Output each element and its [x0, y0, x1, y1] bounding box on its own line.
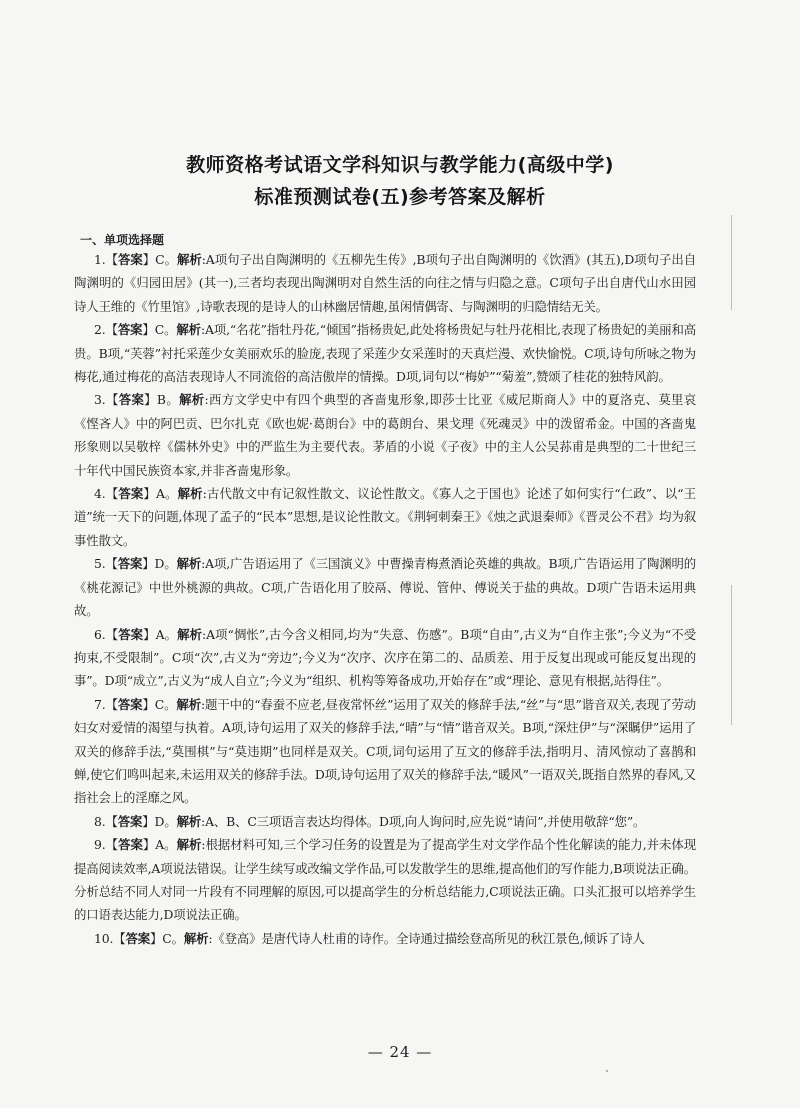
answer-letter: D — [154, 556, 165, 572]
section-heading: 一、单项选择题 — [80, 233, 165, 247]
document-title-line1: 教师资格考试语文学科知识与教学能力(高级中学) — [186, 154, 614, 176]
analysis-text: A项,“名花”指牡丹花,“倾国”指杨贵妃,此处将杨贵妃与牡丹花相比,表现了杨贵妃的美丽和高贵。B项,“芙蓉”衬托采莲少女美丽欢乐的脸庞,表现了采莲少女采莲时的天真烂漫、欢快愉悦。C项,诗句所咏之物为梅花,通过梅花的高洁表现诗人不同流俗的高洁傲岸的情操。D项,词句以“梅妒”“菊羞”,赞颂了桂花的独特风韵。 — [74, 322, 696, 385]
item-number: 8. — [94, 813, 106, 829]
analysis-label: 解析 — [177, 626, 203, 642]
answer-label: 答案 — [117, 696, 143, 712]
scan-speck — [606, 1070, 608, 1072]
analysis-text: A、B、C三项语言表达均得体。D项,向人询问时,应先说“请问”,并使用敬辞“您”。 — [205, 813, 646, 829]
answer-item: 7.【答案】C。解析:题干中的“春蚕不应老,昼夜常怀丝”运用了双关的修辞手法,“丝”与“思”谐音双关,表现了劳动妇女对爱情的渴望与执着。A项,诗句运用了双关的修辞手法,“晴”与“情”谐音双关。B项,“深炷伊”与“深瞩伊”运用了双关的修辞手法,“莫围棋”与“莫违期”也同样是双关。C项,词句运用了互文的修辞手法,指明月、清风惊动了喜鹊和蝉,使它们鸣叫起来,未运用双关的修辞手法。D项,诗句运用了双关的修辞手法,“暖风”一语双关,既指自然界的春风,又指社会上的淫靡之风。 — [74, 696, 697, 806]
answer-letter: C — [154, 696, 165, 712]
item-number: 3. — [94, 392, 106, 408]
answer-label: 答案 — [117, 556, 143, 572]
answer-item: 8.【答案】D。解析:A、B、C三项语言表达均得体。D项,向人询问时,应先说“请问”,并使用敬辞“您”。 — [94, 813, 646, 829]
analysis-label: 解析 — [176, 322, 201, 338]
answer-letter: C — [162, 930, 172, 946]
item-number: 4. — [94, 486, 106, 502]
analysis-text: A项“惆怅”,古今含义相同,均为“失意、伤感”。B项“自由”,古义为“自作主张”;今义为“不受拘束,不受限制”。C项“次”,古义为“旁边”;今义为“次序、次序在第二的、品质差、用于反复出现或可能反复出现的事”。D项“成立”,古义为“成人自立”;今义为“组织、机构等筹备成功,开始存在”或“理论、意见有根据,站得住”。 — [74, 626, 696, 689]
analysis-text: A项,广告语运用了《三国演义》中曹操青梅煮酒论英雄的典故。B项,广告语运用了陶渊明的《桃花源记》中世外桃源的典故。C项,广告语化用了胶鬲、傅说、管仲、傅说关于盐的典故。D项广告语未运用典故。 — [74, 556, 696, 619]
item-number: 10. — [94, 930, 114, 946]
answer-letter: C — [155, 252, 165, 267]
item-number: 9. — [94, 837, 106, 853]
analysis-text: 根据材料可知,三个学习任务的设置是为了提高学生对文学作品个性化解读的能力,并未体现提高阅读效率,A项说法错误。让学生续写或改编文学作品,可以发散学生的思维,提高他们的写作能力,B项说法正确。分析总结不同人对同一片段有不同理解的原因,可以提高学生的分析总结能力,C项说法正确。口头汇报可以培养学生的口语表达能力,D项说法正确。 — [74, 837, 697, 923]
answer-letter: C — [154, 322, 165, 338]
analysis-text: 《登高》是唐代诗人杜甫的诗作。全诗通过描绘登高所见的秋江景色,倾诉了诗人 — [212, 930, 645, 946]
analysis-label: 解析 — [176, 696, 201, 712]
analysis-text: 题干中的“春蚕不应老,昼夜常怀丝”运用了双关的修辞手法,“丝”与“思”谐音双关,表现了劳动妇女对爱情的渴望与执着。A项,诗句运用了双关的修辞手法,“晴”与“情”谐音双关。B项,“深炷伊”与“深瞩伊”运用了双关的修辞手法,“莫围棋”与“莫违期”也同样是双关。C项,词句运用了互文的修辞手法,指明月、清风惊动了喜鹊和蝉,使它们鸣叫起来,未运用双关的修辞手法。D项,诗句运用了双关的修辞手法,“暖风”一语双关,既指自然界的春风,又指社会上的淫靡之风。 — [74, 696, 697, 806]
answer-letter: A — [155, 626, 165, 642]
analysis-label: 解析 — [177, 252, 202, 267]
margin-rule — [731, 585, 732, 725]
analysis-text: 古代散文中有记叙性散文、议论性散文。《寡人之于国也》论述了如何实行“仁政”、以“王道”统一天下的问题,体现了孟子的“民本”思想,是议论性散文。《荆轲刺秦王》《烛之武退秦师》《晋灵公不君》均为叙事性散文。 — [74, 486, 696, 548]
page-number: — 24 — — [367, 1043, 433, 1061]
analysis-label: 解析 — [176, 813, 202, 829]
item-number: 5. — [94, 556, 106, 572]
answer-label: 答案 — [118, 392, 145, 408]
answer-letter: A — [155, 486, 165, 502]
answer-item: 2.【答案】C。解析:A项,“名花”指牡丹花,“倾国”指杨贵妃,此处将杨贵妃与牡丹花相比,表现了杨贵妃的美丽和高贵。B项,“芙蓉”衬托采莲少女美丽欢乐的脸庞,表现了采莲少女采莲时的天真烂漫、欢快愉悦。C项,诗句所咏之物为梅花,通过梅花的高洁表现诗人不同流俗的高洁傲岸的情操。D项,词句以“梅妒”“菊羞”,赞颂了桂花的独特风韵。 — [74, 322, 696, 385]
answer-label: 答案 — [117, 322, 143, 338]
answer-item: 10.【答案】C。解析:《登高》是唐代诗人杜甫的诗作。全诗通过描绘登高所见的秋江景色,倾诉了诗人 — [94, 930, 645, 946]
answer-letter: B — [156, 392, 166, 408]
answer-item: 6.【答案】A。解析:A项“惆怅”,古今含义相同,均为“失意、伤感”。B项“自由”,古义为“自作主张”;今义为“不受拘束,不受限制”。C项“次”,古义为“旁边”;今义为“次序、次序在第二的、品质差、用于反复出现或可能反复出现的事”。D项“成立”,古义为“成人自立”;今义为“组织、机构等筹备成功,开始存在”或“理论、意见有根据,站得住”。 — [74, 626, 696, 689]
answer-label: 答案 — [125, 930, 150, 946]
answer-label: 答案 — [118, 252, 143, 267]
analysis-label: 解析 — [179, 392, 205, 408]
analysis-label: 解析 — [176, 556, 202, 572]
answer-label: 答案 — [117, 813, 143, 829]
item-number: 2. — [94, 322, 106, 338]
analysis-text: A项句子出自陶渊明的《五柳先生传》,B项句子出自陶渊明的《饮酒》(其五),D项句子出自陶渊明的《归园田居》(其一),三者均表现出陶渊明对自然生活的向往之情与归隐之意。C项句子出自唐代山水田园诗人王维的《竹里馆》,诗歌表现的是诗人的山林幽居情趣,虽闲情偶寄、与陶渊明的归隐情结无关。 — [74, 252, 696, 314]
margin-rule — [731, 215, 732, 310]
analysis-label: 解析 — [176, 837, 202, 853]
answer-letter: A — [155, 837, 165, 853]
answer-item: 1.【答案】C。解析:A项句子出自陶渊明的《五柳先生传》,B项句子出自陶渊明的《饮酒》(其五),D项句子出自陶渊明的《归园田居》(其一),三者均表现出陶渊明对自然生活的向往之情与归隐之意。C项句子出自唐代山水田园诗人王维的《竹里馆》,诗歌表现的是诗人的山林幽居情趣,虽闲情偶寄、与陶渊明的归隐情结无关。 — [74, 252, 696, 314]
item-number: 7. — [94, 696, 106, 712]
answer-list — [74, 248, 696, 950]
answer-letter: D — [154, 813, 165, 829]
answer-label: 答案 — [118, 837, 143, 853]
analysis-text: 西方文学史中有四个典型的吝啬鬼形象,即莎士比亚《威尼斯商人》中的夏洛克、莫里哀《悭吝人》中的阿巴贡、巴尔扎克《欧也妮·葛朗台》中的葛朗台、果戈理《死魂灵》中的泼留希金。中国的吝啬鬼形象则以吴敬梓《儒林外史》中的严监生为主要代表。茅盾的小说《子夜》中的主人公吴荪甫是典型的二十世纪三十年代中国民族资本家,并非吝啬鬼形象。 — [74, 392, 696, 478]
item-number: 1. — [94, 252, 106, 267]
answer-item: 3.【答案】B。解析:西方文学史中有四个典型的吝啬鬼形象,即莎士比亚《威尼斯商人》中的夏洛克、莫里哀《悭吝人》中的阿巴贡、巴尔扎克《欧也妮·葛朗台》中的葛朗台、果戈理《死魂灵》中的泼留希金。中国的吝啬鬼形象则以吴敬梓《儒林外史》中的严监生为主要代表。茅盾的小说《子夜》中的主人公吴荪甫是典型的二十世纪三十年代中国民族资本家,并非吝啬鬼形象。 — [74, 392, 696, 478]
item-number: 6. — [94, 626, 106, 642]
analysis-label: 解析 — [183, 930, 209, 946]
answer-item: 5.【答案】D。解析:A项,广告语运用了《三国演义》中曹操青梅煮酒论英雄的典故。B项,广告语运用了陶渊明的《桃花源记》中世外桃源的典故。C项,广告语化用了胶鬲、傅说、管仲、傅说关于盐的典故。D项广告语未运用典故。 — [74, 556, 696, 619]
document-title-line2: 标准预测试卷(五)参考答案及解析 — [254, 186, 546, 208]
answer-label: 答案 — [118, 626, 144, 642]
answer-item: 4.【答案】A。解析:古代散文中有记叙性散文、议论性散文。《寡人之于国也》论述了如何实行“仁政”、以“王道”统一天下的问题,体现了孟子的“民本”思想,是议论性散文。《荆轲刺秦王》《烛之武退秦师》《晋灵公不君》均为叙事性散文。 — [74, 486, 696, 548]
answer-label: 答案 — [118, 486, 144, 502]
answer-item: 9.【答案】A。解析:根据材料可知,三个学习任务的设置是为了提高学生对文学作品个性化解读的能力,并未体现提高阅读效率,A项说法错误。让学生续写或改编文学作品,可以发散学生的思维,提高他们的写作能力,B项说法正确。分析总结不同人对同一片段有不同理解的原因,可以提高学生的分析总结能力,C项说法正确。口头汇报可以培养学生的口语表达能力,D项说法正确。 — [74, 837, 697, 923]
analysis-label: 解析 — [177, 486, 203, 502]
